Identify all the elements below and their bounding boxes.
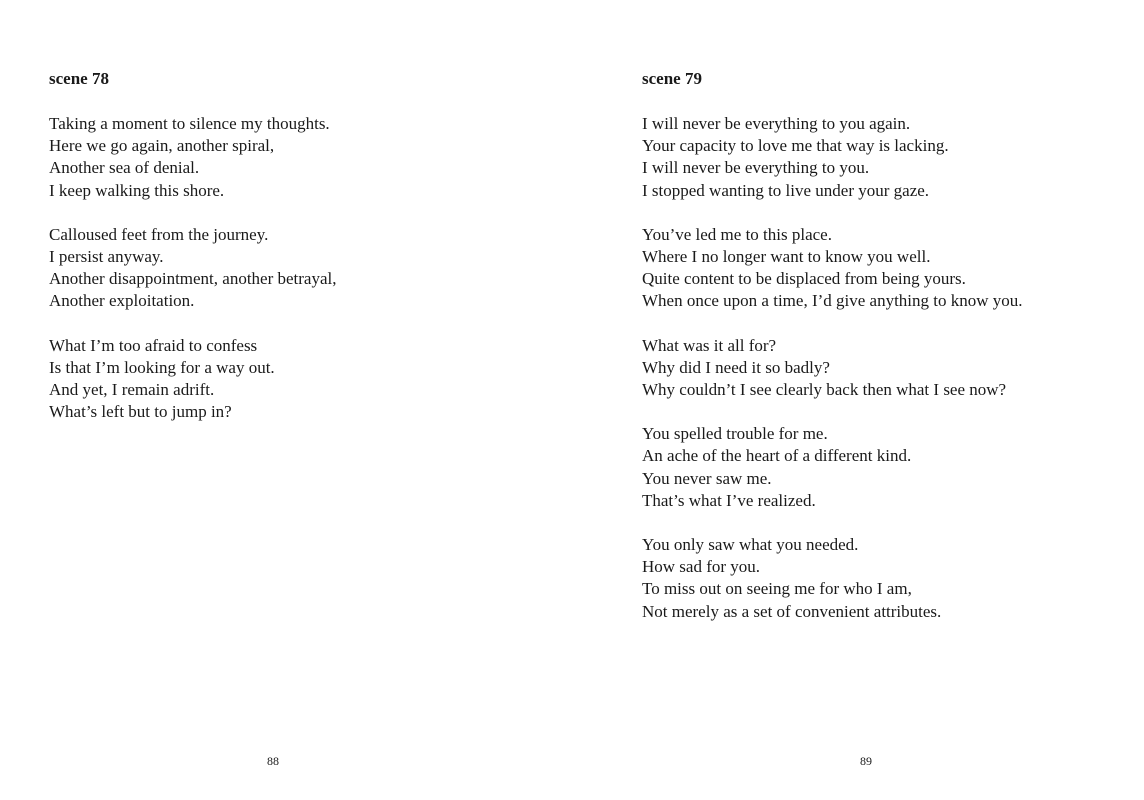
poem-line: I will never be everything to you. <box>642 158 870 178</box>
poem-line: An ache of the heart of a different kind. <box>642 446 912 466</box>
poem-scene-78 <box>49 68 337 445</box>
poem-line: Why did I need it so badly? <box>642 357 830 377</box>
poem-line: Calloused feet from the journey. <box>49 224 269 244</box>
poem-line: What was it all for? <box>642 335 777 355</box>
stanza <box>49 335 337 424</box>
poem-line: Where I no longer want to know you well. <box>642 247 931 267</box>
poem-line: What I’m too afraid to confess <box>49 335 258 355</box>
poem-line: To miss out on seeing me for who I am, <box>642 579 912 599</box>
poem-line: You spelled trouble for me. <box>642 424 828 444</box>
poem-title: scene 79 <box>642 69 702 88</box>
stanza <box>49 113 337 202</box>
page-number: 89 <box>860 754 872 768</box>
poem-line: Taking a moment to silence my thoughts. <box>49 114 330 133</box>
poem-line: I persist anyway. <box>49 247 164 267</box>
poem-line: Another exploitation. <box>49 291 195 311</box>
poem-line: When once upon a time, I’d give anything to know you. <box>642 291 1023 311</box>
poem-line: What’s left but to jump in? <box>49 402 232 422</box>
poem-title: scene 78 <box>49 69 109 88</box>
poem-line: Here we go again, another spiral, <box>49 136 275 156</box>
poem-line: You never saw me. <box>642 468 772 488</box>
poem-line: I stopped wanting to live under your gaze. <box>642 180 930 200</box>
poem-line: How sad for you. <box>642 557 761 577</box>
stanza <box>642 423 1023 512</box>
poem-line: I keep walking this shore. <box>49 180 225 200</box>
poem-scene-79 <box>642 68 1023 645</box>
stanza <box>49 224 337 313</box>
page-number: 88 <box>267 754 279 768</box>
poem-line: And yet, I remain adrift. <box>49 380 215 400</box>
poem-line: Not merely as a set of convenient attributes. <box>642 601 942 621</box>
right-page <box>572 0 1144 800</box>
poem-line: That’s what I’ve realized. <box>642 490 816 510</box>
stanza <box>642 534 1023 623</box>
poem-line: You only saw what you needed. <box>642 535 859 555</box>
stanza <box>642 224 1023 313</box>
stanza <box>642 113 1023 202</box>
stanza <box>642 335 1023 402</box>
poem-line: Another disappointment, another betrayal, <box>49 269 337 289</box>
poem-line: I will never be everything to you again. <box>642 114 911 133</box>
poem-line: Another sea of denial. <box>49 158 200 178</box>
poem-line: You’ve led me to this place. <box>642 224 832 244</box>
poem-line: Is that I’m looking for a way out. <box>49 357 275 377</box>
poem-line: Why couldn’t I see clearly back then what I see now? <box>642 380 1007 400</box>
poem-line: Quite content to be displaced from being yours. <box>642 269 966 289</box>
poem-line: Your capacity to love me that way is lacking. <box>642 136 949 156</box>
